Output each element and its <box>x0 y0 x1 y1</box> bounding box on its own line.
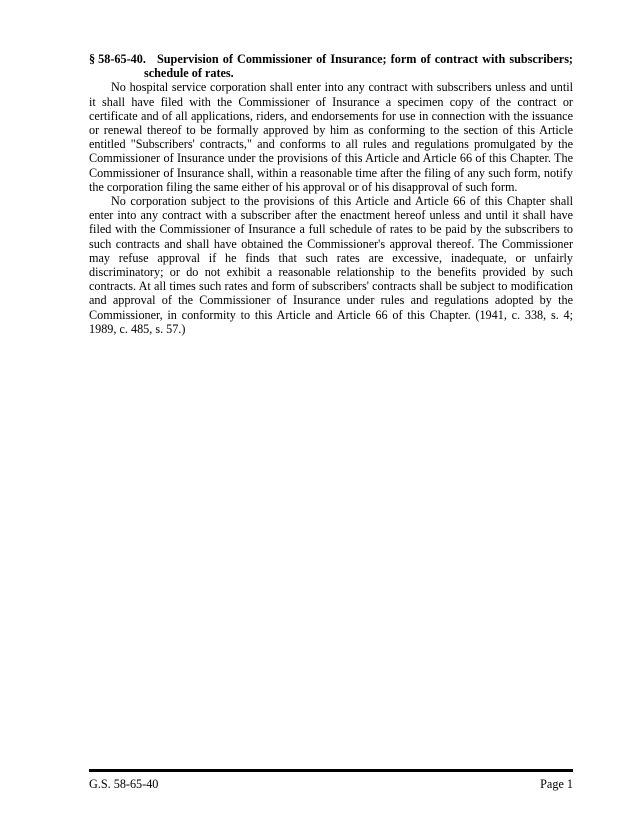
paragraph-contract-filing: No hospital service corporation shall enter into any contract with subscribers unless and until it shall have filed with the Commissioner of Insurance a specimen copy of the contract or certificate and of all applications, riders, and endorsements for use in connection with the issuance or renewal thereof to be formally approved by him as conforming to the section of this Article entitled "Subscribers' contracts," and conforms to all rules and regulations promulgated by the Commissioner of Insurance under the provisions of this Article and Article 66 of this Chapter. The Commissioner of Insurance shall, within a reasonable time after the filing of any such form, notify the corporation filing the same either of his approval or of his disapproval of such form. <box>89 80 573 194</box>
footer-page-number: Page 1 <box>540 777 573 791</box>
section-number: § 58-65-40. <box>89 52 146 66</box>
footer-statute-reference: G.S. 58-65-40 <box>89 777 159 791</box>
footer-divider <box>89 769 573 772</box>
statute-page-body <box>89 52 573 336</box>
paragraph-rate-schedule: No corporation subject to the provisions of this Article and Article 66 of this Chapter shall enter into any contract with a subscriber after the enactment hereof unless and until it shall have filed with the Commissioner of Insurance a full schedule of rates to be paid by the subscribers to such contracts and shall have obtained the Commissioner's approval thereof. The Commissioner may refuse approval if he finds that such rates are excessive, inadequate, or unfairly discriminatory; or do not exhibit a reasonable relationship to the benefits provided by such contracts. At all times such rates and form of subscribers' contracts shall be subject to modification and approval of the Commissioner of Insurance under rules and regulations adopted by the Commissioner, in conformity to this Article and Article 66 of this Chapter. (1941, c. 338, s. 4; 1989, c. 485, s. 57.) <box>89 194 573 336</box>
section-heading <box>89 52 573 80</box>
section-title: Supervision of Commissioner of Insurance; form of contract with subscribers; schedule of rates. <box>144 52 573 81</box>
